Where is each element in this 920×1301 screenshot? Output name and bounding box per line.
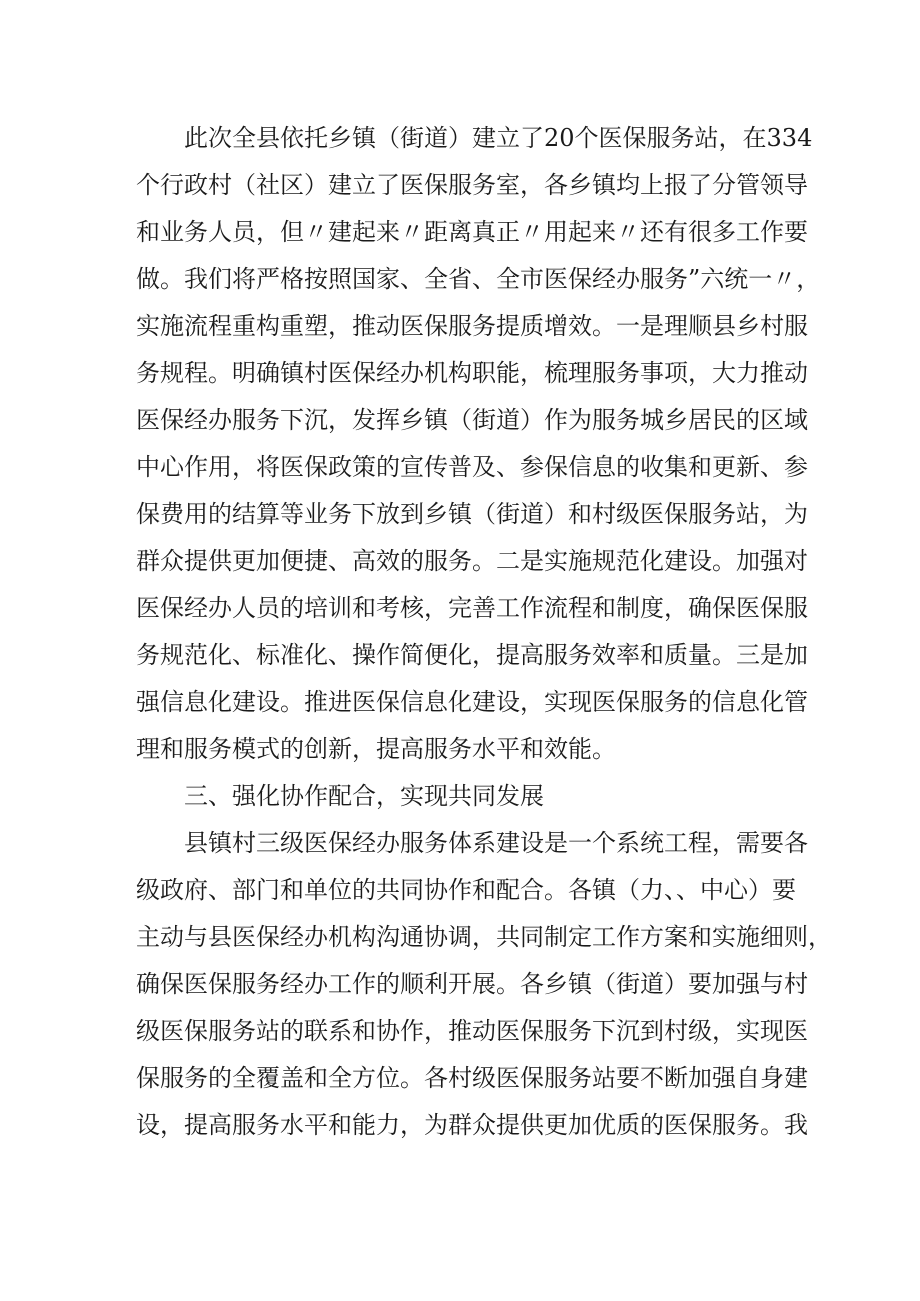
- paragraph-2-line-7: 设，提高服务水平和能力，为群众提供更加优质的医保服务。我: [136, 1111, 808, 1139]
- paragraph-1-line-10: 群众提供更加便捷、高效的服务。二是实施规范化建设。加强对: [136, 547, 808, 575]
- section-heading-3: 三、强化协作配合，实现共同发展: [184, 782, 544, 810]
- paragraph-1-line-4: 做。我们将严格按照国家、全省、全市医保经办服务”六统一〃，: [136, 265, 821, 293]
- paragraph-2-line-3: 主动与县医保经办机构沟通协调，共同制定工作方案和实施细则，: [136, 923, 832, 951]
- paragraph-1-line-6: 务规程。明确镇村医保经办机构职能，梳理服务事项，大力推动: [136, 359, 808, 387]
- paragraph-1-line-5: 实施流程重构重塑，推动医保服务提质增效。一是理顺县乡村服: [136, 312, 808, 340]
- paragraph-2-line-4: 确保医保服务经办工作的顺利开展。各乡镇（街道）要加强与村: [136, 970, 808, 998]
- paragraph-1-line-1: 此次全县依托乡镇（街道）建立了20个医保服务站，在334: [184, 124, 813, 152]
- paragraph-2-line-6: 保服务的全覆盖和全方位。各村级医保服务站要不断加强自身建: [136, 1064, 808, 1092]
- paragraph-1-line-7: 医保经办服务下沉，发挥乡镇（街道）作为服务城乡居民的区域: [136, 406, 808, 434]
- paragraph-1-line-12: 务规范化、标准化、操作简便化，提高服务效率和质量。三是加: [136, 641, 808, 669]
- paragraph-2-line-1: 县镇村三级医保经办服务体系建设是一个系统工程，需要各: [184, 829, 808, 857]
- paragraph-1-line-3: 和业务人员，但〃建起来〃距离真正〃用起来〃还有很多工作要: [136, 218, 808, 246]
- paragraph-1-line-13: 强信息化建设。推进医保信息化建设，实现医保服务的信息化管: [136, 688, 808, 716]
- paragraph-1-line-8: 中心作用，将医保政策的宣传普及、参保信息的收集和更新、参: [136, 453, 808, 481]
- paragraph-2-line-5: 级医保服务站的联系和协作，推动医保服务下沉到村级，实现医: [136, 1017, 808, 1045]
- paragraph-1-line-9: 保费用的结算等业务下放到乡镇（街道）和村级医保服务站，为: [136, 500, 808, 528]
- paragraph-2-line-2: 级政府、部门和单位的共同协作和配合。各镇（力、、中心）要: [136, 876, 796, 904]
- paragraph-1-line-2: 个行政村（社区）建立了医保服务室，各乡镇均上报了分管领导: [136, 171, 808, 199]
- paragraph-1-line-11: 医保经办人员的培训和考核，完善工作流程和制度，确保医保服: [136, 594, 808, 622]
- paragraph-1-line-14: 理和服务模式的创新，提高服务水平和效能。: [136, 735, 616, 763]
